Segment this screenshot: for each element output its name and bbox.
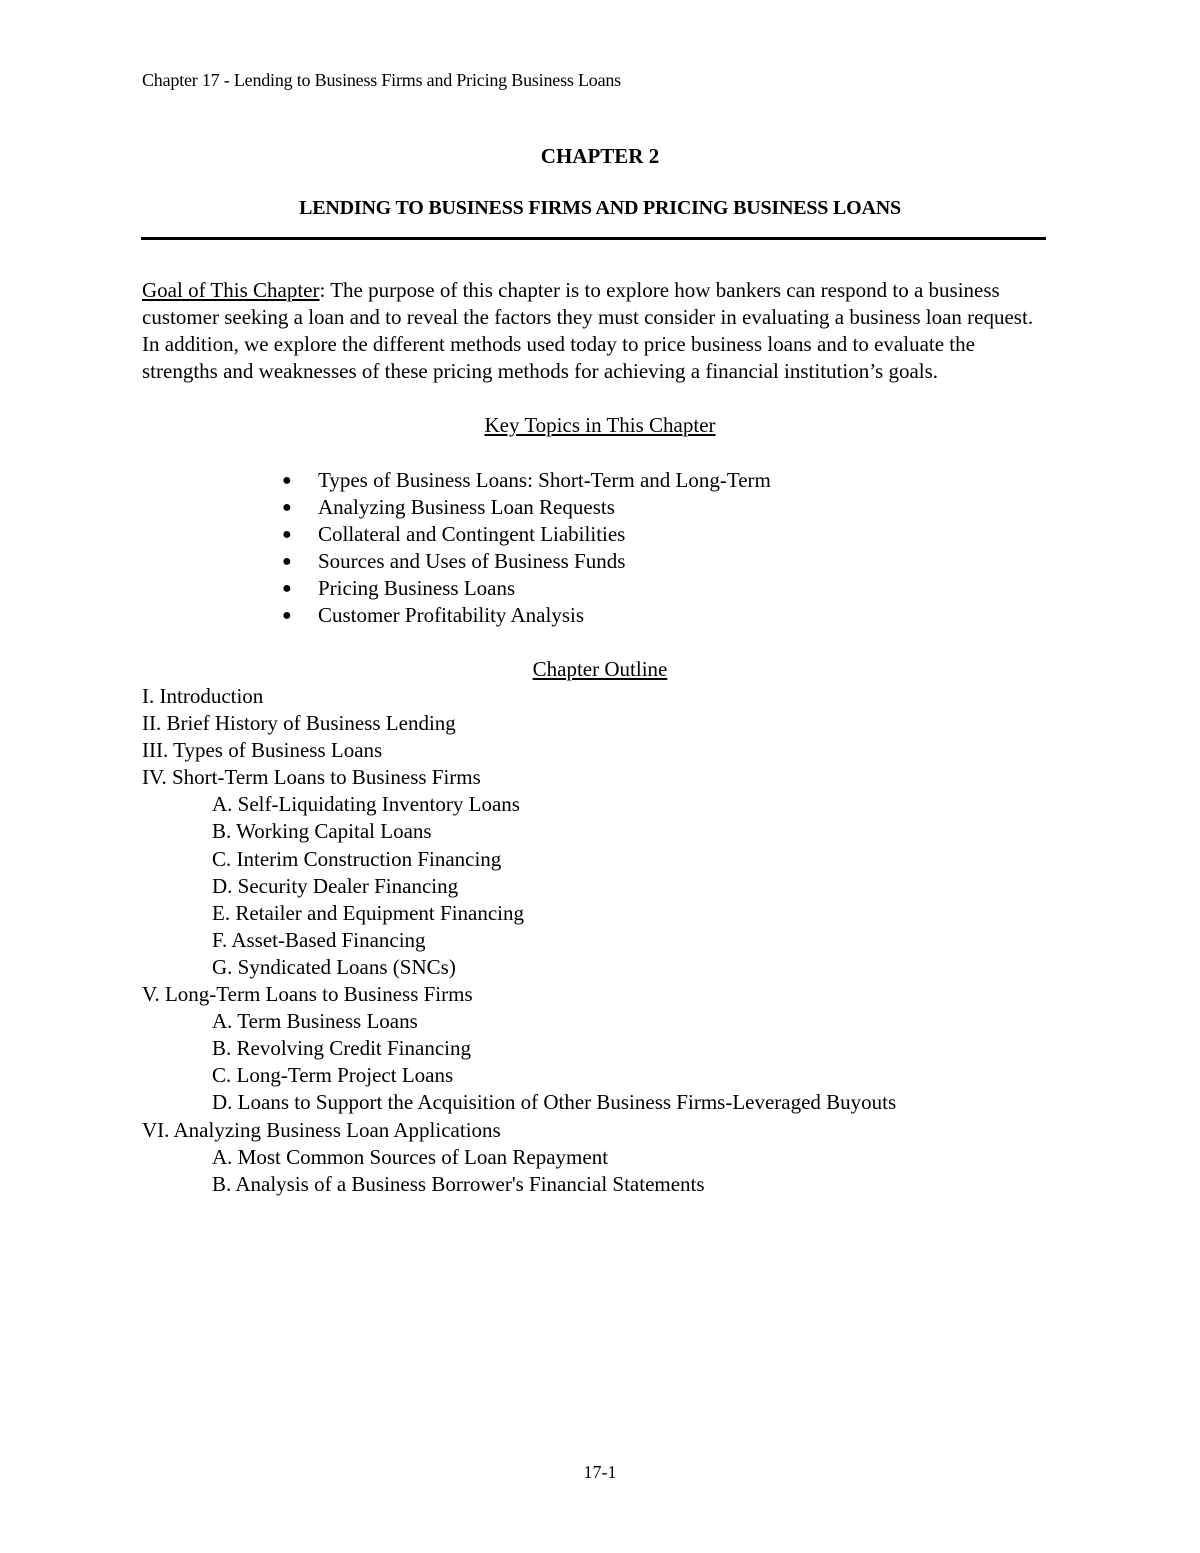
outline-item: I. Introduction — [142, 684, 264, 708]
bullet-icon: ● — [282, 472, 292, 489]
outline-subitem: B. Analysis of a Business Borrower's Financial Statements — [212, 1171, 705, 1196]
topic-text: Analyzing Business Loan Requests — [318, 495, 615, 519]
outline-subitem: A. Most Common Sources of Loan Repayment — [212, 1144, 609, 1169]
outline-subitem: D. Loans to Support the Acquisition of Other Business Firms-Leveraged Buyouts — [212, 1090, 897, 1115]
outline-heading: Chapter Outline — [532, 657, 668, 681]
goal-paragraph — [142, 277, 1054, 385]
key-topics-list — [280, 467, 771, 629]
goal-text: The purpose of this chapter is to explore how bankers can respond to a business customer seeking a loan and to reveal the factors they must consider in evaluating a business loan request. In addition, we explore the different methods used today to price business loans and to evaluate the strengths and weaknesses of these pricing methods for achieving a financial institution’s goals. — [142, 278, 1034, 383]
outline-subitem: B. Working Capital Loans — [212, 819, 432, 844]
title-divider — [141, 237, 1046, 240]
bullet-icon: ● — [282, 607, 292, 624]
outline-item: IV. Short-Term Loans to Business Firms — [142, 765, 481, 790]
goal-separator: : — [319, 278, 326, 302]
running-head: Chapter 17 - Lending to Business Firms and Pricing Business Loans — [142, 70, 621, 90]
outline-subitem: G. Syndicated Loans (SNCs) — [212, 954, 456, 979]
outline-subitem: A. Self-Liquidating Inventory Loans — [212, 792, 520, 817]
outline-item: II. Brief History of Business Lending — [142, 711, 456, 736]
list-item — [280, 521, 771, 548]
outline-subitem: C. Long-Term Project Loans — [212, 1063, 454, 1088]
bullet-icon: ● — [282, 580, 292, 597]
outline-subitem: A. Term Business Loans — [212, 1009, 418, 1034]
bullet-icon: ● — [282, 499, 292, 516]
outline-subitem: E. Retailer and Equipment Financing — [212, 900, 525, 925]
outline-subitem: F. Asset-Based Financing — [212, 927, 426, 952]
outline-subitem: B. Revolving Credit Financing — [212, 1036, 471, 1061]
list-item — [280, 494, 771, 521]
page-number: 17-1 — [583, 1462, 617, 1482]
list-item — [280, 575, 771, 602]
bullet-icon: ● — [282, 526, 292, 543]
chapter-outline — [142, 683, 896, 1198]
key-topics-heading: Key Topics in This Chapter — [484, 413, 716, 437]
outline-subitem: C. Interim Construction Financing — [212, 846, 502, 871]
goal-label: Goal of This Chapter — [142, 278, 320, 302]
chapter-number: CHAPTER 2 — [540, 144, 660, 168]
topic-text: Customer Profitability Analysis — [318, 603, 584, 627]
topic-text: Sources and Uses of Business Funds — [318, 549, 626, 573]
list-item — [280, 548, 771, 575]
bullet-icon: ● — [282, 553, 292, 570]
outline-item: VI. Analyzing Business Loan Applications — [142, 1117, 501, 1142]
outline-item: V. Long-Term Loans to Business Firms — [142, 982, 473, 1007]
topic-text: Collateral and Contingent Liabilities — [318, 522, 626, 546]
list-item — [280, 467, 771, 494]
outline-subitem: D. Security Dealer Financing — [212, 873, 459, 898]
list-item — [280, 602, 771, 629]
topic-text: Types of Business Loans: Short-Term and Long-Term — [318, 468, 771, 492]
outline-item: III. Types of Business Loans — [142, 738, 383, 763]
topic-text: Pricing Business Loans — [318, 576, 516, 600]
chapter-title: LENDING TO BUSINESS FIRMS AND PRICING BUSINESS LOANS — [299, 197, 901, 219]
